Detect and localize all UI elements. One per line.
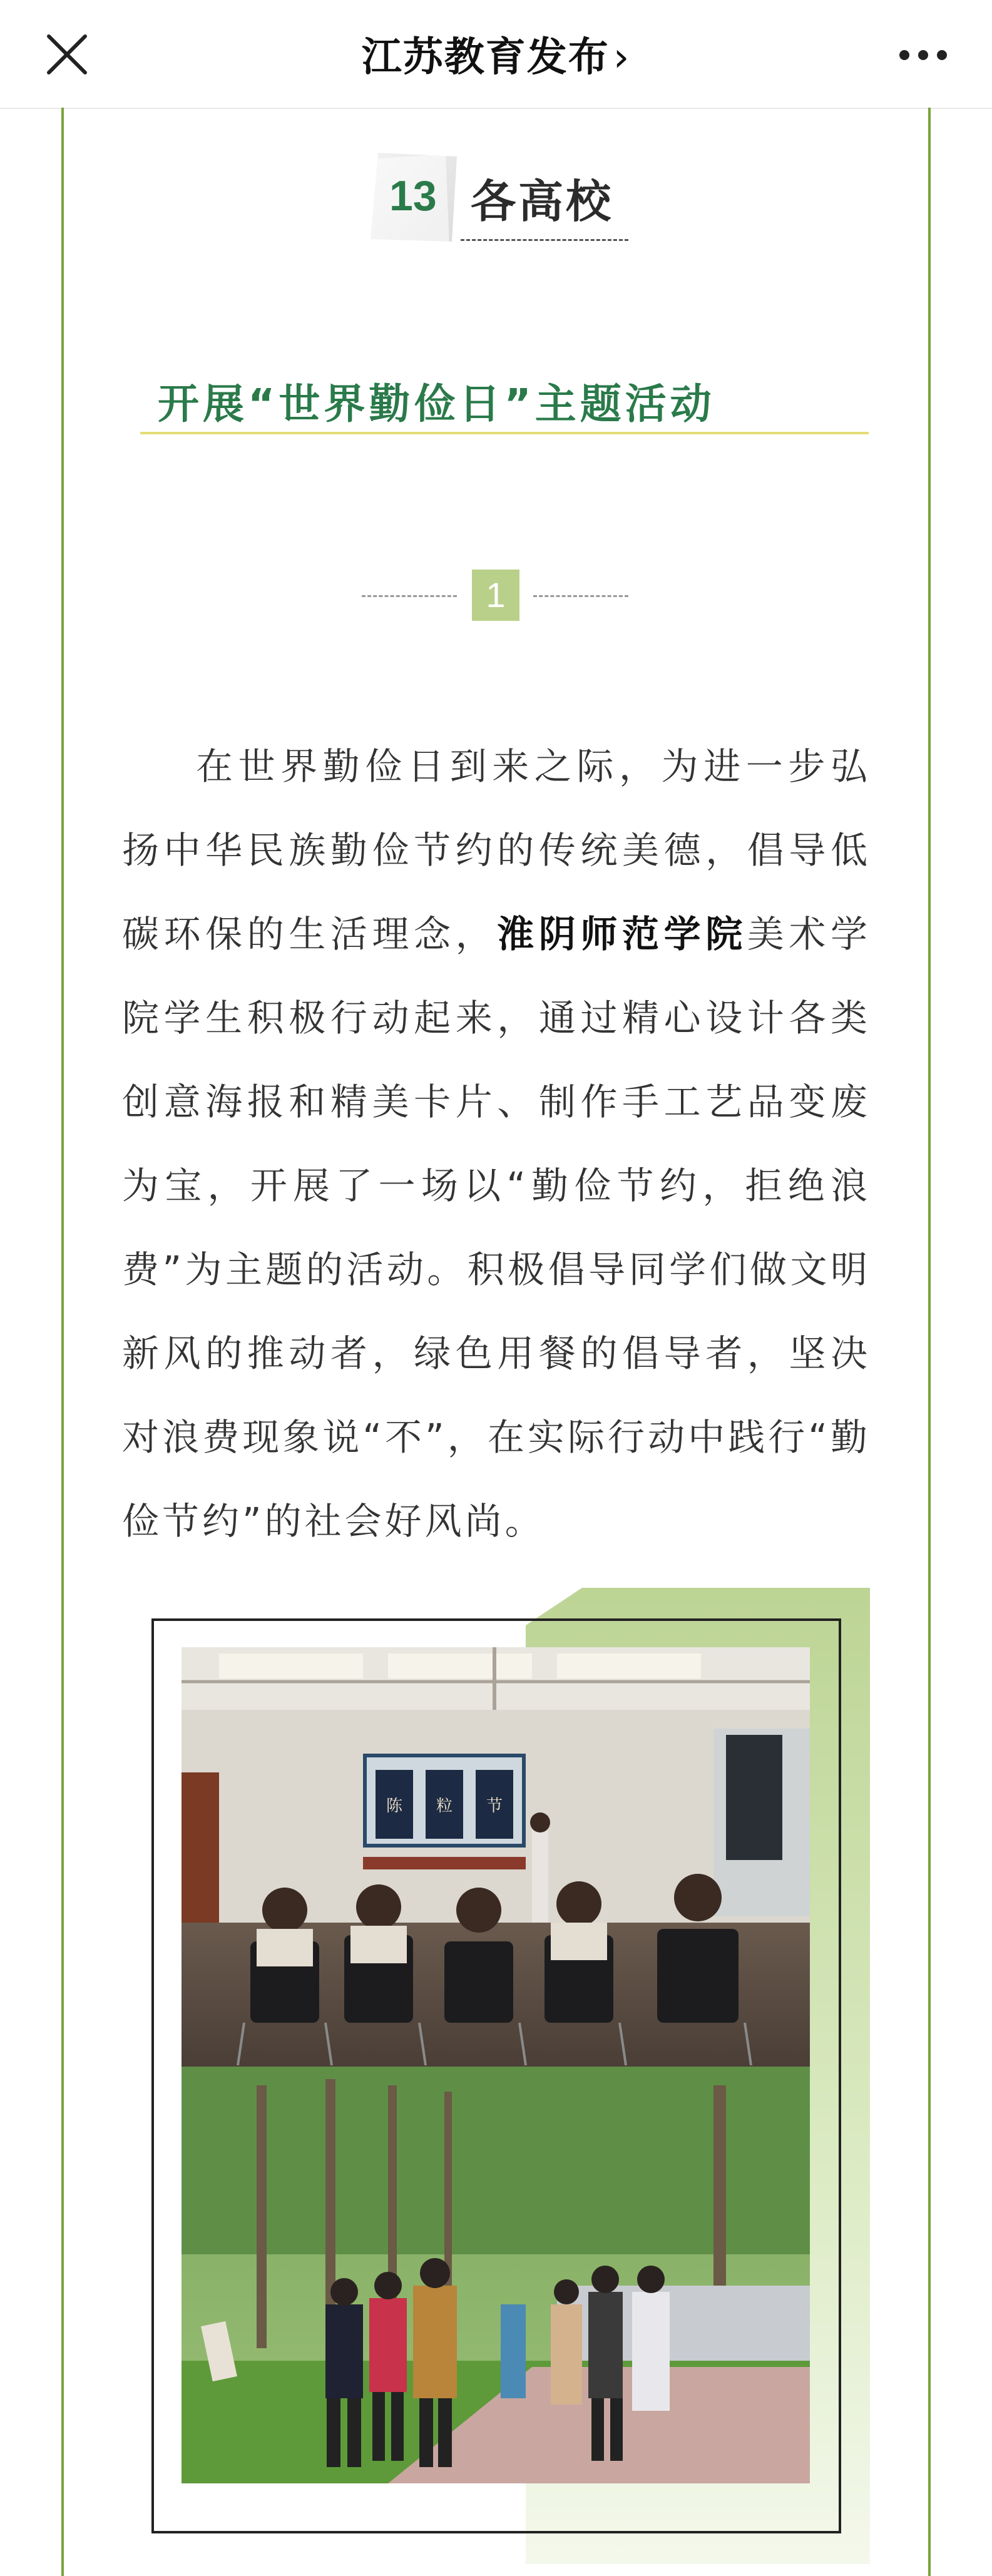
chevron-right-icon: › bbox=[613, 34, 631, 81]
article-headline: 开展“世界勤俭日”主题活动 bbox=[158, 380, 715, 428]
item-number-dash-right bbox=[533, 595, 628, 597]
section-number: 13 bbox=[389, 172, 437, 220]
article-paragraph bbox=[122, 725, 871, 1563]
activity-photo bbox=[182, 1647, 810, 2483]
account-title-link[interactable] bbox=[0, 25, 992, 83]
item-number-dash-left bbox=[362, 595, 457, 597]
top-nav-bar bbox=[0, 0, 992, 109]
paragraph-text-1: 在世界勤俭日到来之际，为进一步弘扬中华民族勤俭节约的传统美德，倡导低碳环保的生活理念， bbox=[122, 745, 871, 956]
screen-text-2: 粒 bbox=[436, 1797, 453, 1816]
paragraph-text-2: 美术学院学生积极行动起来，通过精心设计各类创意海报和精美卡片、制作手工艺品变废为宝，开展了一场以“勤俭节约，拒绝浪费”为主题的活动。积极倡导同学们做文明新风的推动者，绿色用餐的倡导者，坚决对浪费现象说“不”，在实际行动中践行“勤俭节约”的社会好风尚。 bbox=[122, 912, 871, 1543]
account-name: 江苏教育发布 bbox=[361, 34, 610, 81]
headline-divider bbox=[140, 432, 869, 434]
section-title: 各高校 bbox=[471, 175, 614, 228]
more-icon[interactable] bbox=[898, 49, 948, 61]
paragraph-bold-school: 淮阴师范学院 bbox=[497, 912, 747, 956]
item-number-badge: 1 bbox=[472, 570, 519, 621]
screen-text-1: 陈 bbox=[386, 1797, 403, 1816]
screen-text-3: 节 bbox=[486, 1797, 503, 1816]
photo-classroom bbox=[182, 1647, 810, 2067]
section-title-underline bbox=[461, 239, 628, 241]
photo-outdoor bbox=[182, 2067, 810, 2483]
